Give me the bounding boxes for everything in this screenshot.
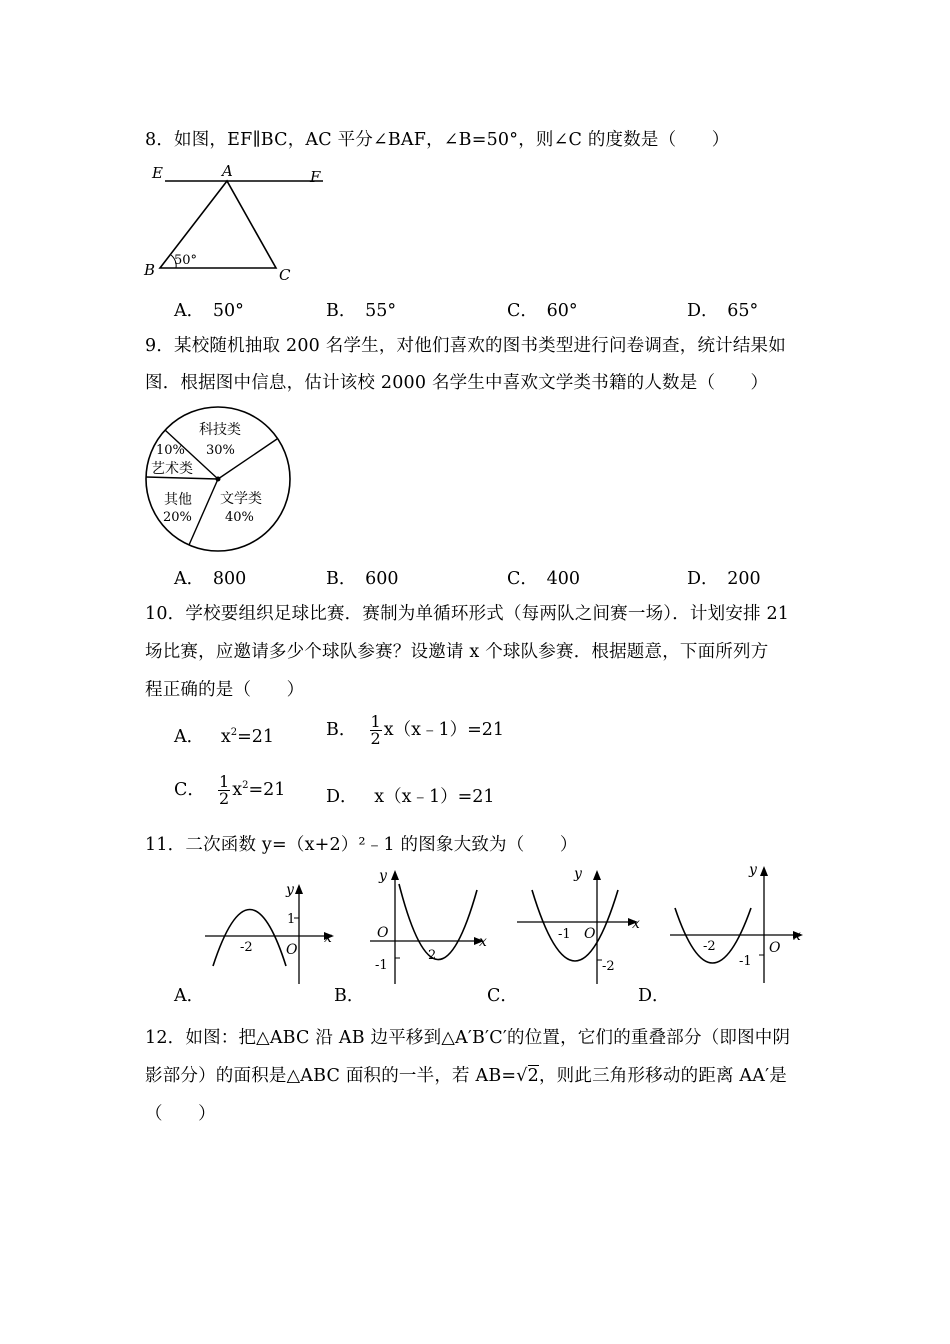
pie-label-keji: 科技类 — [199, 422, 241, 438]
q12-stem-line2: 影部分）的面积是△ABC 面积的一半，若 AB=√2，则此三角形移动的距离 AA′是 — [145, 1066, 787, 1086]
q11-option-c[interactable]: C． — [487, 986, 518, 1006]
q11-graph-c — [512, 862, 647, 987]
q11-option-a[interactable]: A． — [174, 986, 205, 1006]
label-e: E — [152, 164, 163, 182]
svg-text:-1: -1 — [558, 927, 571, 942]
q9-pie-chart — [143, 403, 293, 553]
q10-option-a[interactable]: A． $x^2=21$ — [174, 727, 275, 747]
svg-text:y: y — [286, 882, 294, 898]
svg-text:1: 1 — [287, 912, 296, 927]
svg-text:O: O — [769, 940, 781, 956]
svg-text:-2: -2 — [240, 940, 253, 955]
label-c: C — [279, 266, 291, 284]
q9-option-b[interactable]: B． 600 — [326, 569, 399, 589]
q12-stem-line1: 12．如图：把△ABC 沿 AB 边平移到△A′B′C′的位置，它们的重叠部分（即图中阴 — [145, 1028, 791, 1048]
svg-text:-2: -2 — [703, 939, 716, 954]
q8-stem: 8．如图，EF∥BC，AC 平分∠BAF，∠B=50°，则∠C 的度数是（ ） — [145, 130, 730, 150]
q12-stem-line3: （ ） — [145, 1104, 216, 1124]
q10-option-c[interactable]: C． $\frac{1}{2}$ $x^2=21$ — [174, 772, 286, 808]
q8-option-c[interactable]: C． 60° — [507, 301, 578, 321]
q10-stem-line3: 程正确的是（ ） — [145, 680, 305, 700]
q8-triangle-figure — [140, 160, 340, 290]
pie-label-qita: 其他 — [164, 492, 192, 508]
svg-text:-1: -1 — [739, 954, 752, 969]
svg-text:y: y — [574, 866, 582, 882]
q9-option-c[interactable]: C． 400 — [507, 569, 581, 589]
pie-pct-keji: 30% — [206, 443, 235, 458]
pie-label-yishu: 艺术类 — [151, 461, 193, 477]
q11-graph-b — [365, 862, 495, 987]
fraction-half: $\frac{1}{2}$ — [219, 772, 230, 808]
q11-option-d[interactable]: D． — [638, 986, 670, 1006]
q11-graph-a — [200, 878, 340, 988]
label-a: A — [222, 162, 233, 180]
q8-option-b[interactable]: B． 55° — [326, 301, 397, 321]
svg-text:y: y — [749, 862, 757, 878]
q11-option-b[interactable]: B． — [334, 986, 365, 1006]
pie-pct-wenxue: 40% — [225, 510, 254, 525]
q10-stem-line1: 10．学校要组织足球比赛．赛制为单循环形式（每两队之间赛一场）．计划安排 21 — [145, 604, 790, 624]
q10-option-d[interactable]: D． x（x﹣1）=21 — [326, 787, 495, 807]
pie-pct-yishu: 10% — [156, 443, 185, 458]
q9-option-d[interactable]: D． 200 — [687, 569, 761, 589]
svg-text:x: x — [632, 916, 640, 932]
label-b: B — [144, 261, 156, 279]
q9-stem-line2: 图．根据图中信息，估计该校 2000 名学生中喜欢文学类书籍的人数是（ ） — [145, 373, 769, 393]
q11-graph-d — [665, 858, 810, 986]
svg-text:-2: -2 — [602, 959, 615, 974]
svg-text:-1: -1 — [375, 958, 388, 973]
svg-text:x: x — [793, 928, 801, 944]
sqrt-symbol: √ — [516, 1066, 528, 1086]
fraction-half: $\frac{1}{2}$ — [370, 712, 381, 748]
svg-text:O: O — [377, 925, 389, 941]
q10-stem-line2: 场比赛，应邀请多少个球队参赛？设邀请 x 个球队参赛．根据题意，下面所列方 — [145, 642, 769, 662]
q9-option-a[interactable]: A． 800 — [174, 569, 247, 589]
pie-pct-qita: 20% — [163, 510, 192, 525]
q8-option-a[interactable]: A． 50° — [174, 301, 244, 321]
pie-label-wenxue: 文学类 — [220, 491, 262, 507]
q9-stem-line1: 9．某校随机抽取 200 名学生，对他们喜欢的图书类型进行问卷调查，统计结果如 — [145, 336, 786, 356]
svg-text:x: x — [479, 934, 487, 950]
q11-stem: 11．二次函数 y=（x+2）²﹣1 的图象大致为（ ） — [145, 835, 578, 855]
svg-text:y: y — [379, 868, 387, 884]
svg-text:O: O — [286, 942, 298, 958]
q8-option-d[interactable]: D． 65° — [687, 301, 759, 321]
svg-text:2: 2 — [428, 948, 437, 963]
q10-option-b[interactable]: B． $\frac{1}{2}$ x（x﹣1）=21 — [326, 712, 505, 748]
label-angle-50: 50° — [174, 253, 198, 268]
svg-text:x: x — [324, 930, 332, 946]
svg-text:O: O — [584, 926, 596, 942]
label-f: F — [310, 168, 321, 186]
